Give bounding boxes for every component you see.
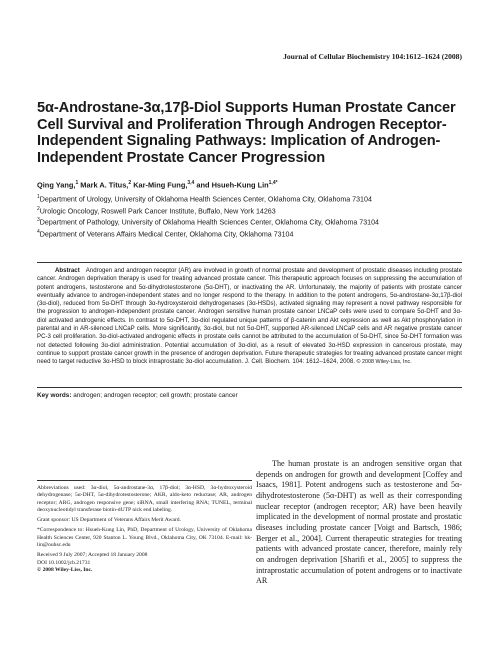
- affiliation: [37, 205, 467, 217]
- author-list: [37, 180, 467, 189]
- affiliation-sup: 4: [37, 228, 40, 235]
- affiliation-text: Department of Urology, University of Oklahoma Health Sciences Center, Oklahoma City, Oklahoma 73104: [39, 195, 372, 204]
- footnotes: [37, 485, 252, 574]
- author: Mark A. Titus,: [78, 180, 129, 190]
- body-paragraph: The human prostate is an androgen sensitive organ that depends on androgen for growth and development [Coffey and Isaacs, 1981]. Potent androgens such as testosterone and 5α-dihydrotestosterone (5α-DHT) as well as their corresponding nuclear receptor (androgen receptor; AR) have been heavily implicated in the development of normal prostate and prostatic diseases including prostate cancer [Voigt and Bartsch, 1986; Berger et al., 2004]. Current therapeutic strategies for treating patients with advanced prostate cancer, therefore, mainly rely on androgen deprivation [Sharifi et al., 2005] to suppress the intraprostatic accumulation of potent androgens or to inactivate AR: [256, 459, 462, 586]
- author-sup: 2: [128, 180, 132, 186]
- abstract-label: Abstract: [55, 267, 80, 274]
- footnote-grant: Grant sponsor: US Department of Veterans Affairs Merit Award.: [37, 517, 181, 524]
- article-title: 5α-Androstane-3α,17β-Diol Supports Human Prostate Cancer Cell Survival and Proliferation Through Androgen Receptor-Independent Signaling Pathways: Implication of Androgen-Independent Prostate Cancer Progression: [37, 100, 456, 166]
- abstract-text: Androgen and androgen receptor (AR) are involved in growth of normal prostate and development of prostatic diseases including prostate cancer. Androgen deprivation therapy is used for treating advanced prostate cancer. This therapeutic approach focuses on suppressing the accumulation of potent androgens, testosterone and 5α-dihydrotestosterone (5α-DHT), or inactivating the AR. Unfortunately, the majority of patients with prostate cancer eventually advance to androgen-independent states and no longer respond to the therapy. In addition to the potent androgens, 5α-androstane-3α,17β-diol (3α-diol), reduced from 5α-DHT through 3α-hydroxysteroid dehydrogenases (3α-HSDs), activated signaling may represent a novel pathway responsible for the progression to androgen-independent prostate cancer. Androgen sensitive human prostate cancer LNCaP cells were used to compare 5α-DHT and 3α-diol activated androgenic effects. In contrast to 5α-DHT, 3α-diol regulated unique patterns of β-catenin and Akt expression as well as Akt phosphorylation in parental and in AR-silenced LNCaP cells. More significantly, 3α-diol, but not 5α-DHT, supported AR-silenced LNCaP cells and AR negative prostate cancer PC-3 cell proliferation. 3α-diol-activated androgenic effects in prostate cells cannot be attributed to the accumulation of 5α-DHT, since 5α-DHT formation was not detected following 3α-diol administration. Potential accumulation of 3α-diol, as a result of elevated 3α-HSD expression in cancerous prostate, may continue to support prostate cancer growth in the presence of androgen deprivation. Future therapeutic strategies for treating advanced prostate cancer might need to target reductive 3α-HSD to block intraprostatic 3α-diol accumulation. J. Cell. Biochem. 104: 1612–1624, 2008.: [37, 267, 462, 366]
- author: Kar-Ming Fung,: [131, 180, 188, 190]
- affiliation-sup: 2: [37, 205, 40, 212]
- keywords: [37, 392, 462, 399]
- affiliation-text: Department of Veterans Affairs Medical Center, Oklahoma City, Oklahoma 73104: [39, 230, 294, 239]
- footnote-doi: DOI 10.1002/jcb.21731: [37, 559, 91, 566]
- author: Qing Yang,: [37, 180, 76, 190]
- footnote-correspondence: *Correspondence to: Hsueh-Kung Lin, PhD, Department of Urology, University of Oklahoma Health Sciences Center, 920 Stanton L. Young Blvd., Oklahoma City, OK 73104. E-mail: hk-lin@ouhsc.edu: [37, 527, 252, 549]
- keywords-label: Key words:: [37, 392, 72, 399]
- affiliation-text: Urologic Oncology, Roswell Park Cancer Institute, Buffalo, New York 14263: [39, 206, 276, 215]
- affiliation: [37, 228, 467, 240]
- footnote-received: Received 9 July 2007; Accepted 18 January 2008: [37, 552, 148, 559]
- affiliation-text: Department of Pathology, University of Oklahoma Health Sciences Center, Oklahoma City, Oklahoma 73104: [39, 218, 379, 227]
- affiliation: [37, 216, 467, 228]
- affiliation-list: [37, 193, 467, 239]
- keywords-text: androgen; androgen receptor; cell growth; prostate cancer: [73, 392, 238, 399]
- affiliation-sup: 3: [37, 217, 40, 224]
- footnote-copyright: © 2008 Wiley-Liss, Inc.: [37, 566, 93, 573]
- author: and Hsueh-Kung Lin: [194, 180, 269, 190]
- affiliation: [37, 193, 467, 205]
- author-sup: 1: [75, 180, 79, 186]
- affiliation-sup: 1: [37, 194, 40, 200]
- journal-header: Journal of Cellular Biochemistry 104:1612–1624 (2008): [283, 52, 462, 61]
- abstract-copyright: © 2008 Wiley-Liss, Inc.: [356, 359, 412, 366]
- footnote-divider: [37, 480, 252, 481]
- author-sup: 3,4: [187, 180, 195, 186]
- footnote-abbreviations: Abbreviations used: 3α-diol, 5α-androstane-3α, 17β-diol; 3α-HSD, 3α-hydroxysteroid dehydrogenase; 5α-DHT, 5α-dihydrotestosterone; AKR, aldo-keto reductase; AR, androgen receptor; ARG, androgen responsive gene; siRNA, small interfering RNA; TUNEL, terminal deoxynucleotidyl transferase biotin-dUTP nick end labeling.: [37, 485, 252, 513]
- author-sup: 1,4*: [268, 180, 278, 186]
- abstract: [37, 267, 462, 367]
